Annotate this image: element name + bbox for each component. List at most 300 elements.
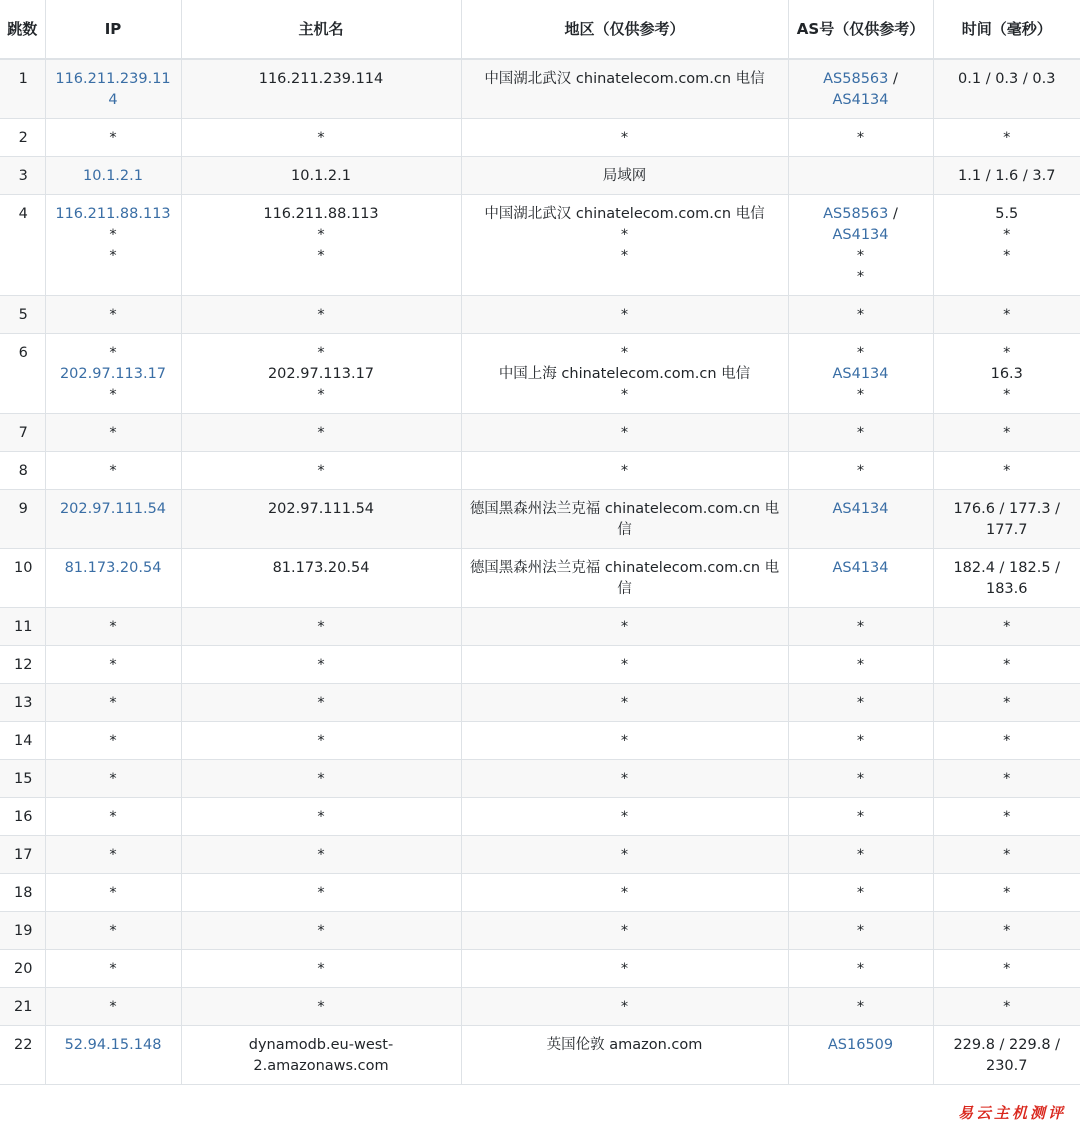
host-cell [181,722,461,760]
as-line [795,693,927,714]
as-line [795,499,927,520]
time-text: * [1003,387,1011,403]
ip-unknown: * [109,961,117,977]
ip-cell [45,59,181,119]
time-text: * [1003,425,1011,441]
as-unknown: * [856,657,865,673]
as-line [795,423,927,444]
time-cell [933,59,1080,119]
table-row [0,157,1080,195]
table-row [0,988,1080,1026]
hop-cell: 18 [0,874,45,912]
region-cell [461,608,788,646]
region-cell [461,59,788,119]
hop-cell: 2 [0,119,45,157]
as-cell [788,874,933,912]
as-link[interactable]: AS4134 [832,227,889,243]
time-cell [933,988,1080,1026]
hostname-text: * [317,387,325,403]
table-row [0,874,1080,912]
hop-cell: 14 [0,722,45,760]
ip-cell [45,1026,181,1085]
ip-cell [45,722,181,760]
as-cell [788,296,933,334]
header-ip: IP [45,0,181,59]
hop-cell: 11 [0,608,45,646]
host-cell [181,1026,461,1085]
hostname-text: * [317,345,325,361]
host-cell [181,646,461,684]
header-time: 时间（毫秒） [933,0,1080,59]
time-text: * [1003,657,1011,673]
watermark: 易云主机测评 [957,1104,1066,1122]
header-hop: 跳数 [0,0,45,59]
ip-cell [45,195,181,296]
table-row [0,646,1080,684]
ip-link[interactable]: 10.1.2.1 [83,168,143,184]
as-cell [788,912,933,950]
hostname-text: dynamodb.eu-west-2.amazonaws.com [248,1037,394,1074]
as-cell [788,684,933,722]
host-cell [181,608,461,646]
as-unknown: * [856,885,865,901]
region-cell [461,414,788,452]
region-text: * [620,307,629,323]
as-line [795,305,927,326]
host-cell [181,119,461,157]
region-text: * [620,809,629,825]
ip-link[interactable]: 202.97.113.17 [59,366,167,382]
hop-cell: 6 [0,334,45,414]
ip-cell [45,452,181,490]
hostname-text: * [317,248,325,264]
table-row [0,414,1080,452]
hop-cell: 9 [0,490,45,549]
as-cell [788,836,933,874]
as-cell [788,195,933,296]
region-text: 中国湖北武汉 chinatelecom.com.cn 电信 [484,71,765,87]
time-text: 16.3 [990,366,1023,382]
ip-unknown: * [109,695,117,711]
time-text: * [1003,885,1011,901]
time-cell [933,608,1080,646]
host-cell [181,490,461,549]
region-text: * [620,733,629,749]
ip-unknown: * [109,809,117,825]
as-separator: / [888,206,898,222]
as-line [795,1035,927,1056]
as-unknown: * [856,923,865,939]
as-unknown: * [856,771,865,787]
ip-unknown: * [109,227,117,243]
hostname-text: * [317,227,325,243]
time-text: 5.5 [995,206,1019,222]
as-cell [788,119,933,157]
hostname-text: * [317,847,325,863]
hop-cell: 17 [0,836,45,874]
time-cell [933,684,1080,722]
ip-unknown: * [109,847,117,863]
as-line [795,655,927,676]
region-cell [461,722,788,760]
ip-cell [45,646,181,684]
as-line [795,731,927,752]
as-line [795,997,927,1018]
host-cell [181,950,461,988]
host-cell [181,684,461,722]
time-cell [933,760,1080,798]
ip-cell [45,836,181,874]
as-cell [788,490,933,549]
ip-cell [45,549,181,608]
ip-link[interactable]: 202.97.111.54 [59,501,167,517]
region-cell [461,157,788,195]
time-cell [933,296,1080,334]
table-row [0,195,1080,296]
header-as: AS号（仅供参考） [788,0,933,59]
time-text: * [1003,619,1011,635]
host-cell [181,760,461,798]
time-text: * [1003,345,1011,361]
as-cell [788,760,933,798]
time-text: 1.1 / 1.6 / 3.7 [958,168,1056,184]
hostname-text: * [317,809,325,825]
as-cell [788,1026,933,1085]
time-text: * [1003,847,1011,863]
time-text: * [1003,307,1011,323]
ip-unknown: * [109,345,117,361]
ip-unknown: * [109,923,117,939]
host-cell [181,836,461,874]
as-link[interactable]: AS4134 [832,501,889,517]
region-cell [461,195,788,296]
ip-cell [45,414,181,452]
hop-cell: 8 [0,452,45,490]
region-text: 局域网 [602,168,647,184]
ip-cell [45,490,181,549]
region-text: 英国伦敦 amazon.com [546,1037,703,1053]
table-row [0,684,1080,722]
time-cell [933,195,1080,296]
ip-unknown: * [109,387,117,403]
as-cell [788,59,933,119]
time-text: * [1003,961,1011,977]
as-cell [788,549,933,608]
hostname-text: * [317,307,325,323]
hostname-text: * [317,425,325,441]
hop-cell: 1 [0,59,45,119]
as-line [795,883,927,904]
table-header [0,0,1080,59]
table-row [0,452,1080,490]
region-cell [461,912,788,950]
as-unknown: * [856,248,865,264]
as-link[interactable]: AS4134 [832,366,889,382]
region-cell [461,836,788,874]
hop-cell: 12 [0,646,45,684]
as-unknown: * [856,307,865,323]
table-row [0,549,1080,608]
ip-unknown: * [109,657,117,673]
hop-cell: 4 [0,195,45,296]
as-unknown: * [856,425,865,441]
hop-cell: 21 [0,988,45,1026]
region-text: * [620,923,629,939]
region-cell [461,490,788,549]
time-text: * [1003,733,1011,749]
region-text: * [620,463,629,479]
as-line [795,343,927,364]
table-row [0,950,1080,988]
ip-unknown: * [109,463,117,479]
region-text: * [620,657,629,673]
region-cell [461,334,788,414]
region-cell [461,798,788,836]
time-cell [933,490,1080,549]
region-text: * [620,130,629,146]
region-cell [461,296,788,334]
host-cell [181,334,461,414]
as-line [795,267,927,288]
hostname-text: 10.1.2.1 [291,168,351,184]
region-text: 中国湖北武汉 chinatelecom.com.cn 电信 [484,206,765,222]
hop-cell: 22 [0,1026,45,1085]
as-cell [788,798,933,836]
as-cell [788,334,933,414]
host-cell [181,549,461,608]
region-text: * [620,885,629,901]
ip-unknown: * [109,771,117,787]
host-cell [181,912,461,950]
ip-unknown: * [109,307,117,323]
as-line [795,364,927,385]
table-row [0,334,1080,414]
hop-cell: 20 [0,950,45,988]
as-line [795,558,927,579]
region-cell [461,646,788,684]
ip-unknown: * [109,248,117,264]
as-cell [788,608,933,646]
ip-cell [45,119,181,157]
hostname-text: * [317,695,325,711]
hostname-text: 202.97.111.54 [267,501,375,517]
region-cell [461,988,788,1026]
time-text: * [1003,463,1011,479]
as-line [795,617,927,638]
time-text: * [1003,923,1011,939]
region-cell [461,684,788,722]
ip-unknown: * [109,999,117,1015]
hop-cell: 15 [0,760,45,798]
table-row [0,722,1080,760]
table-row [0,836,1080,874]
region-text: * [620,345,629,361]
hostname-text: * [317,463,325,479]
hostname-text: * [317,885,325,901]
as-cell [788,414,933,452]
as-cell [788,452,933,490]
as-unknown: * [856,695,865,711]
as-unknown: * [856,847,865,863]
ip-cell [45,912,181,950]
time-text: * [1003,248,1011,264]
ip-link[interactable]: 116.211.88.113 [55,206,171,222]
host-cell [181,988,461,1026]
hop-cell: 5 [0,296,45,334]
as-line [795,921,927,942]
as-link[interactable]: AS4134 [832,560,889,576]
region-text: 德国黑森州法兰克福 chinatelecom.com.cn 电信 [469,501,780,538]
as-line [795,246,927,267]
as-unknown: * [856,619,865,635]
host-cell [181,59,461,119]
table-row [0,798,1080,836]
ip-unknown: * [109,733,117,749]
time-cell [933,950,1080,988]
hostname-text: * [317,130,325,146]
time-cell [933,414,1080,452]
as-line [795,845,927,866]
ip-unknown: * [109,425,117,441]
header-row [0,0,1080,59]
region-text: * [620,248,629,264]
ip-link[interactable]: 81.173.20.54 [64,560,162,576]
as-cell [788,722,933,760]
region-text: 中国上海 chinatelecom.com.cn 电信 [498,366,751,382]
host-cell [181,157,461,195]
as-unknown: * [856,463,865,479]
table-row [0,912,1080,950]
host-cell [181,874,461,912]
as-link[interactable]: AS58563 [823,206,889,222]
time-cell [933,798,1080,836]
time-text: * [1003,809,1011,825]
region-cell [461,549,788,608]
table-row [0,760,1080,798]
time-text: 182.4 / 182.5 / 183.6 [953,560,1061,597]
table-row [0,119,1080,157]
region-cell [461,1026,788,1085]
hostname-text: 81.173.20.54 [272,560,370,576]
time-cell [933,722,1080,760]
ip-cell [45,760,181,798]
region-cell [461,119,788,157]
region-cell [461,452,788,490]
host-cell [181,296,461,334]
table-row [0,608,1080,646]
ip-cell [45,334,181,414]
as-link[interactable]: AS16509 [827,1037,894,1053]
time-cell [933,912,1080,950]
hop-cell: 3 [0,157,45,195]
region-cell [461,950,788,988]
time-cell [933,646,1080,684]
as-cell [788,988,933,1026]
host-cell [181,195,461,296]
time-cell [933,119,1080,157]
ip-cell [45,296,181,334]
time-text: 0.1 / 0.3 / 0.3 [958,71,1056,87]
hostname-text: * [317,961,325,977]
as-line [795,807,927,828]
as-unknown: * [856,130,865,146]
time-text: * [1003,999,1011,1015]
hostname-text: * [317,923,325,939]
hostname-text: 116.211.88.113 [263,206,379,222]
hostname-text: * [317,771,325,787]
time-cell [933,874,1080,912]
table-row [0,59,1080,119]
as-separator: / [888,71,898,87]
header-host: 主机名 [181,0,461,59]
time-text: 176.6 / 177.3 / 177.7 [953,501,1061,538]
region-text: 德国黑森州法兰克福 chinatelecom.com.cn 电信 [469,560,780,597]
as-link[interactable]: AS58563 [823,71,889,87]
hostname-text: * [317,999,325,1015]
ip-cell [45,798,181,836]
host-cell [181,452,461,490]
hostname-text: 116.211.239.114 [258,71,384,87]
hostname-text: * [317,733,325,749]
as-cell [788,157,933,195]
table-body [0,59,1080,1085]
as-line [795,69,927,111]
time-text: * [1003,695,1011,711]
as-cell [788,950,933,988]
host-cell [181,414,461,452]
region-text: * [620,425,629,441]
time-cell [933,1026,1080,1085]
region-text: * [620,695,629,711]
host-cell [181,798,461,836]
region-text: * [620,847,629,863]
as-line [795,204,927,246]
time-cell [933,452,1080,490]
ip-link[interactable]: 116.211.239.114 [55,71,171,108]
as-link[interactable]: AS4134 [832,92,889,108]
ip-cell [45,950,181,988]
ip-link[interactable]: 52.94.15.148 [64,1037,162,1053]
as-unknown: * [856,345,865,361]
hostname-text: 202.97.113.17 [267,366,375,382]
as-line [795,461,927,482]
hostname-text: * [317,657,325,673]
as-line [795,769,927,790]
as-line [795,128,927,149]
ip-unknown: * [109,885,117,901]
time-text: * [1003,130,1011,146]
time-cell [933,836,1080,874]
as-unknown: * [856,809,865,825]
as-unknown: * [856,999,865,1015]
as-line [795,385,927,406]
ip-unknown: * [109,619,117,635]
hop-cell: 7 [0,414,45,452]
table-row [0,296,1080,334]
region-cell [461,874,788,912]
time-text: 229.8 / 229.8 / 230.7 [953,1037,1061,1074]
hop-cell: 10 [0,549,45,608]
time-text: * [1003,227,1011,243]
ip-cell [45,157,181,195]
region-text: * [620,961,629,977]
time-text: * [1003,771,1011,787]
ip-unknown: * [109,130,117,146]
ip-cell [45,874,181,912]
as-cell [788,646,933,684]
hostname-text: * [317,619,325,635]
hop-cell: 16 [0,798,45,836]
